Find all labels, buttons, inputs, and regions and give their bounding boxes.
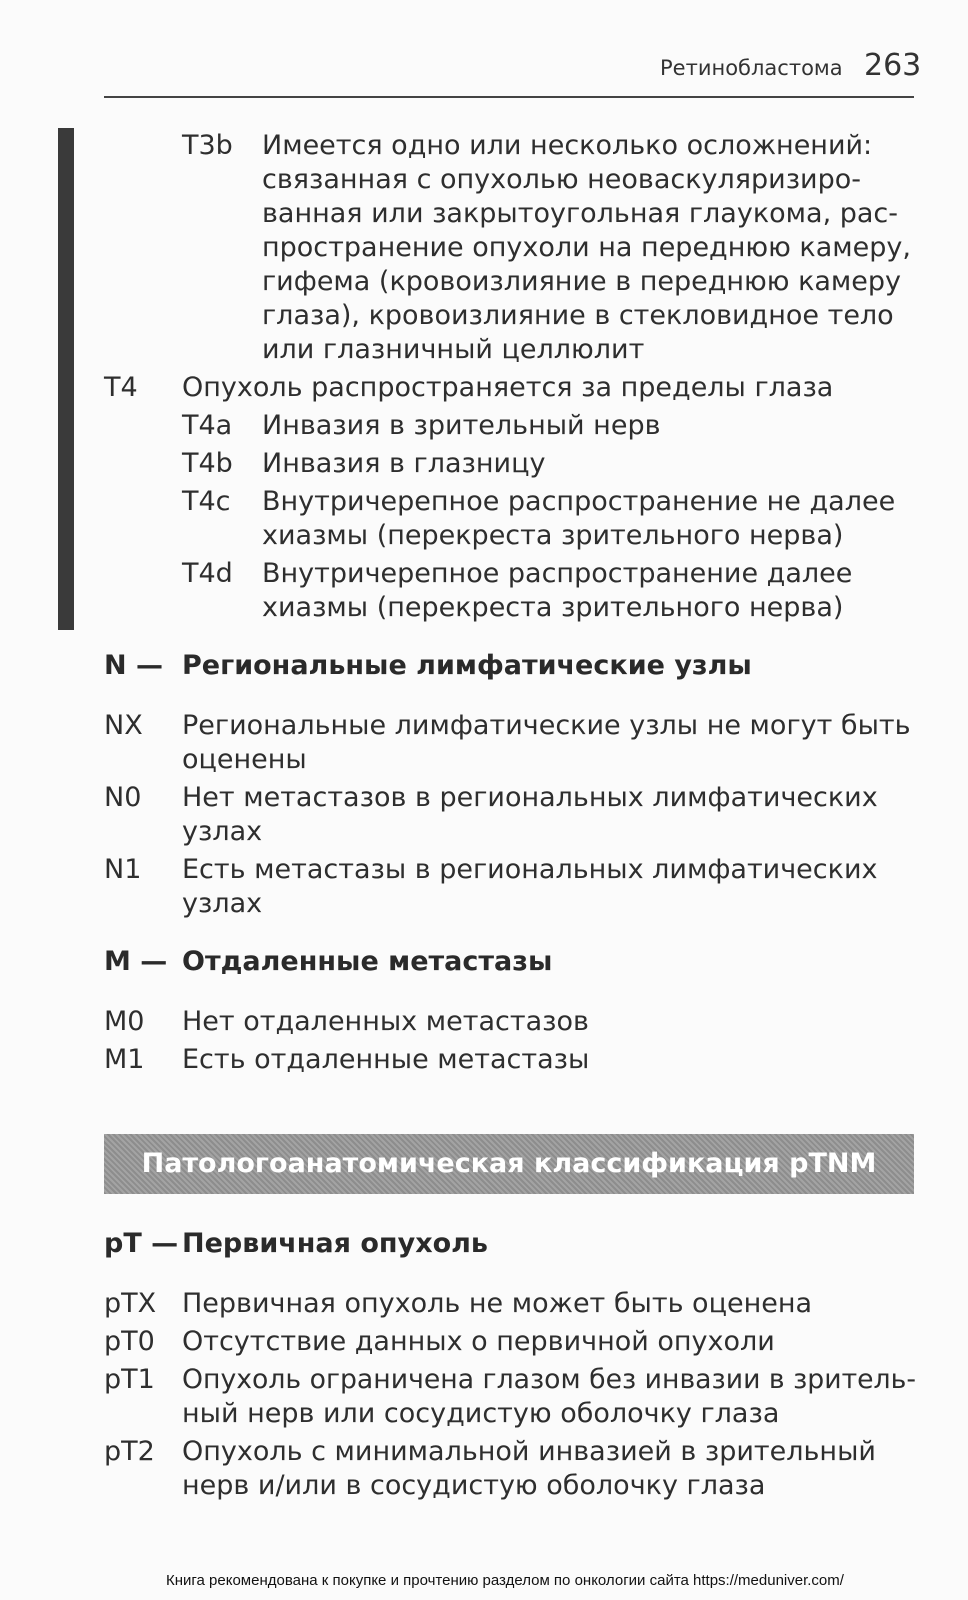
entry-code: N1: [104, 854, 142, 885]
entry-text-line: Опухоль распространяется за пределы глаза: [182, 372, 834, 403]
entry-text-line: Нет метастазов в региональных лимфатических: [182, 782, 878, 813]
section-banner: [104, 1134, 914, 1194]
entry-code: T4: [104, 372, 138, 403]
entry-text-line: Отсутствие данных о первичной опухоли: [182, 1326, 775, 1357]
heading-code: M —: [104, 946, 168, 977]
entry-text-line: нерв и/или в сосудистую оболочку глаза: [182, 1470, 766, 1501]
entry-text-line: связанная с опухолью неоваскуляризиро-: [262, 164, 861, 195]
page-number: 263: [864, 48, 922, 83]
entry-text-line: глаза), кровоизлияние в стекловидное тело: [262, 300, 894, 331]
entry-text-line: Первичная опухоль не может быть оценена: [182, 1288, 813, 1319]
entry-code: M0: [104, 1006, 145, 1037]
entry-code: pT0: [104, 1326, 155, 1357]
entry-text-line: Региональные лимфатические узлы не могут быть: [182, 710, 911, 741]
entry-text-line: Есть метастазы в региональных лимфатических: [182, 854, 878, 885]
section-marker-bar: [58, 128, 74, 630]
entry-code: N0: [104, 782, 142, 813]
entry-code: NX: [104, 710, 143, 741]
entry-text-line: пространение опухоли на переднюю камеру,: [262, 232, 911, 263]
entry-text-line: оценены: [182, 744, 307, 775]
entry-text-line: ный нерв или сосудистую оболочку глаза: [182, 1398, 780, 1429]
heading-code: pT —: [104, 1228, 179, 1259]
entry-text-line: или глазничный целлюлит: [262, 334, 645, 365]
heading-title: Первичная опухоль: [182, 1228, 489, 1259]
entry-text-line: Опухоль с минимальной инвазией в зрительный: [182, 1436, 876, 1467]
entry-text-line: Опухоль ограничена глазом без инвазии в зритель-: [182, 1364, 916, 1395]
running-title: Ретинобластома: [660, 56, 843, 80]
entry-text-line: хиазмы (перекреста зрительного нерва): [262, 520, 844, 551]
header-rule: [104, 96, 914, 98]
heading-code: N —: [104, 650, 163, 681]
entry-code: M1: [104, 1044, 145, 1075]
entry-code: pTX: [104, 1288, 157, 1319]
entry-text-line: Инвазия в глазницу: [262, 448, 546, 479]
entry-text-line: Инвазия в зрительный нерв: [262, 410, 661, 441]
entry-code: pT2: [104, 1436, 155, 1467]
entry-code: pT1: [104, 1364, 155, 1395]
entry-text-line: узлах: [182, 816, 263, 847]
entry-text-line: Нет отдаленных метастазов: [182, 1006, 589, 1037]
entry-text-line: Есть отдаленные метастазы: [182, 1044, 590, 1075]
entry-text-line: хиазмы (перекреста зрительного нерва): [262, 592, 844, 623]
entry-text-line: Внутричерепное распространение далее: [262, 558, 853, 589]
entry-text-line: Имеется одно или несколько осложнений:: [262, 130, 873, 161]
entry-text-line: Внутричерепное распространение не далее: [262, 486, 896, 517]
entry-code: T4c: [182, 486, 231, 517]
entry-text-line: ванная или закрытоугольная глаукома, рас-: [262, 198, 899, 229]
footer-recommendation-link[interactable]: Книга рекомендована к покупке и прочтению разделом по онкологии сайта https://meduniver.com/: [166, 1572, 844, 1589]
entry-code: T4b: [182, 448, 233, 479]
heading-title: Отдаленные метастазы: [182, 946, 553, 977]
entry-code: T3b: [182, 130, 233, 161]
entry-code: T4a: [182, 410, 233, 441]
entry-code: T4d: [182, 558, 233, 589]
entry-text-line: узлах: [182, 888, 263, 919]
entry-text-line: гифема (кровоизлияние в переднюю камеру: [262, 266, 902, 297]
banner-title: Патологоанатомическая классификация pTNM: [141, 1148, 877, 1179]
heading-title: Региональные лимфатические узлы: [182, 650, 752, 681]
